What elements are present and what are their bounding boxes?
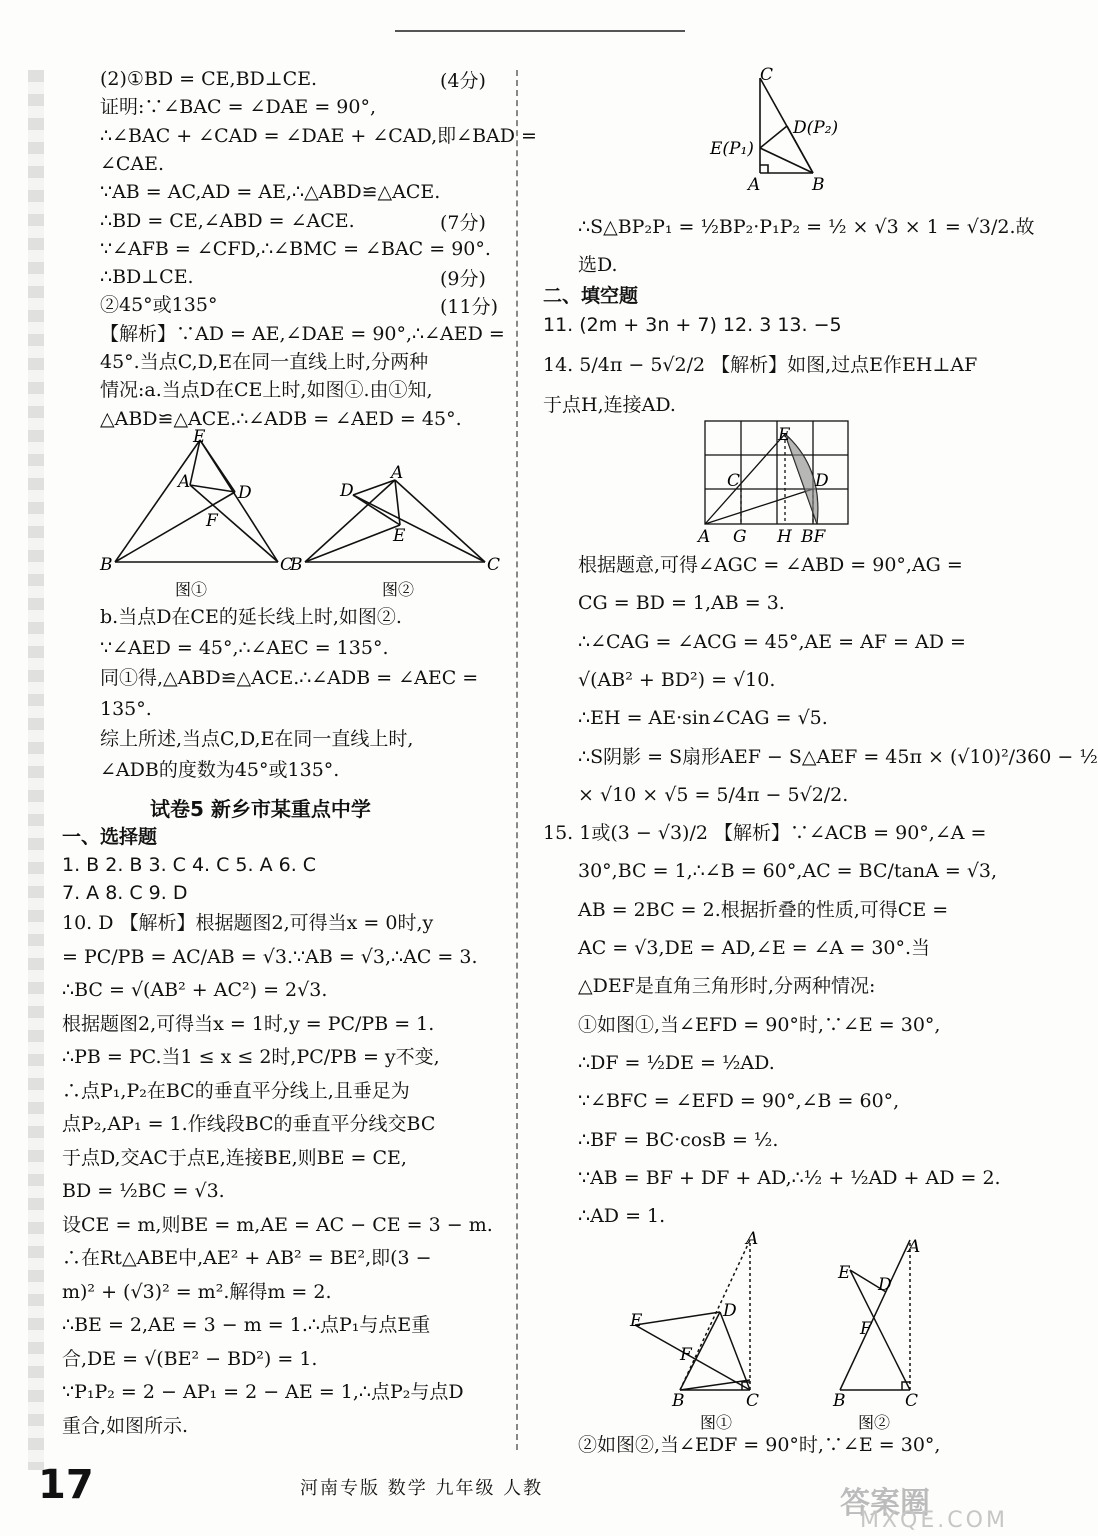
- text-line: BD = ½BC = √3.: [62, 1180, 225, 1202]
- text-line: ∵P₁P₂ = 2 − AP₁ = 2 − AE = 1,∴点P₂与点D: [62, 1381, 464, 1403]
- text-line: (2)①BD = CE,BD⊥CE.: [100, 68, 318, 90]
- svg-text:D: D: [878, 1275, 892, 1295]
- text-line: ∵AB = AC,AD = AE,∴△ABD≌△ACE.: [100, 181, 441, 204]
- svg-text:E: E: [630, 1311, 643, 1331]
- svg-text:E: E: [393, 526, 406, 546]
- svg-text:B: B: [672, 1391, 685, 1411]
- text-line: ①如图①,当∠EFD = 90°时,∵∠E = 30°,: [578, 1013, 941, 1036]
- fill-answers: 11. (2m + 3n + 7) 12. 3 13. −5: [543, 314, 842, 336]
- text-line: ∵∠AED = 45°,∴∠AEC = 135°.: [100, 636, 389, 659]
- text-line: ∴DF = ½DE = ½AD.: [578, 1051, 775, 1074]
- text-line: 45°.当点C,D,E在同一直线上时,分两种: [100, 351, 429, 373]
- text-line: = PC/PB = AC/AB = √3.∵AB = √3,∴AC = 3.: [62, 945, 478, 968]
- text-line: ∴EH = AE·sin∠CAG = √5.: [578, 707, 828, 730]
- fig-caption-1: 图①: [175, 580, 208, 599]
- watermark-logo: 答案圈: [840, 1486, 930, 1521]
- fig-caption-3: 图①: [700, 1413, 733, 1432]
- text-line: 同①得,△ABD≌△ACE.∴∠ADB = ∠AEC =: [100, 667, 479, 689]
- text-line: 于点D,交AC于点E,连接BE,则BE = CE,: [62, 1146, 407, 1169]
- svg-text:C: C: [487, 555, 501, 575]
- right-last-line: ②如图②,当∠EDF = 90°时,∵∠E = 30°,: [578, 1434, 941, 1456]
- watermark-url: MXQE.COM: [860, 1508, 1008, 1533]
- svg-text:F: F: [206, 511, 218, 531]
- svg-text:D: D: [340, 481, 354, 501]
- text-line: 情况:a.当点D在CE上时,如图①.由①知,: [100, 379, 433, 402]
- svg-text:BF: BF: [801, 527, 826, 547]
- text-line: ∴BC = √(AB² + AC²) = 2√3.: [62, 979, 328, 1001]
- mc-answers-2: 7. A 8. C 9. D: [62, 882, 188, 904]
- text-line: 30°,BC = 1,∴∠B = 60°,AC = BC/tanA = √3,: [578, 860, 998, 883]
- text-line: 证明:∵∠BAC = ∠DAE = 90°,: [100, 96, 377, 119]
- svg-text:A: A: [178, 472, 191, 492]
- text-line: × √10 × √5 = 5/4π − 5√2/2.: [578, 783, 849, 806]
- text-line: 10. D 【解析】根据题图2,可得当x = 0时,y: [62, 912, 434, 934]
- text-line: 重合,如图所示.: [62, 1414, 189, 1437]
- text-line: 点P₂,AP₁ = 1.作线段BC的垂直平分线交BC: [62, 1113, 436, 1135]
- text-line: √(AB² + BD²) = √10.: [578, 668, 776, 691]
- text-line: ∴S阴影 = S扇形AEF − S△AEF = 45π × (√10)²/360 − ½: [578, 745, 1098, 768]
- section2-heading: 二、填空题: [543, 285, 639, 307]
- svg-text:A: A: [748, 175, 761, 195]
- svg-text:C: C: [746, 1391, 760, 1411]
- figure-fold-triangles: [620, 1230, 940, 1430]
- text-line: 根据题意,可得∠AGC = ∠ABD = 90°,AG =: [578, 554, 963, 576]
- text-line: AB = 2BC = 2.根据折叠的性质,可得CE =: [578, 898, 949, 921]
- svg-text:B: B: [812, 175, 825, 195]
- text-line: ∴AD = 1.: [578, 1205, 666, 1228]
- top-decoration: [395, 30, 685, 44]
- footer-text: 河南专版 数学 九年级 人教: [300, 1478, 544, 1499]
- svg-text:A: A: [391, 463, 404, 483]
- svg-text:E: E: [193, 427, 206, 447]
- fig-caption-2: 图②: [382, 580, 415, 599]
- text-line: 根据题图2,可得当x = 1时,y = PC/PB = 1.: [62, 1012, 435, 1035]
- svg-text:A: A: [746, 1229, 759, 1249]
- text-line: m)² + (√3)² = m².解得m = 2.: [62, 1280, 332, 1303]
- text-line: ∴∠BAC + ∠CAD = ∠DAE + ∠CAD,即∠BAD =: [100, 124, 537, 147]
- text-line: 14. 5/4π − 5√2/2 【解析】如图,过点E作EH⊥AF: [543, 354, 978, 376]
- text-line: ∠CAE.: [100, 152, 165, 175]
- text-line: ∴在Rt△ABE中,AE² + AB² = BE²,即(3 −: [62, 1247, 432, 1269]
- text-line: AC = √3,DE = AD,∠E = ∠A = 30°.当: [578, 937, 931, 959]
- text-line: △DEF是直角三角形时,分两种情况:: [578, 975, 876, 998]
- figure-left-triangles: [95, 427, 505, 605]
- section1-heading: 一、选择题: [62, 826, 158, 848]
- svg-text:C: C: [727, 471, 741, 491]
- text-line: ∵AB = BF + DF + AD,∴½ + ½AD + AD = 2.: [578, 1166, 1001, 1189]
- svg-text:A: A: [698, 527, 711, 547]
- text-line: ∴PB = PC.当1 ≤ x ≤ 2时,PC/PB = y不变,: [62, 1046, 440, 1068]
- text-line: ∵∠AFB = ∠CFD,∴∠BMC = ∠BAC = 90°.: [100, 237, 491, 260]
- svg-text:F: F: [860, 1319, 872, 1339]
- text-line: ∴BE = 2,AE = 3 − m = 1.∴点P₁与点E重: [62, 1314, 431, 1336]
- text-line: b.当点D在CE的延长线上时,如图②.: [100, 606, 402, 628]
- text-line: 合,DE = √(BE² − BD²) = 1.: [62, 1347, 318, 1370]
- svg-text:B: B: [290, 555, 303, 575]
- text-line: 综上所述,当点C,D,E在同一直线上时,: [100, 728, 414, 750]
- svg-text:B: B: [100, 555, 113, 575]
- text-line: ∴点P₁,P₂在BC的垂直平分线上,且垂足为: [62, 1079, 410, 1102]
- svg-text:C: C: [905, 1391, 919, 1411]
- text-line: 135°.: [100, 697, 152, 720]
- text-line: 【解析】∵AD = AE,∠DAE = 90°,∴∠AED =: [100, 322, 505, 345]
- text-line: 设CE = m,则BE = m,AE = AC − CE = 3 − m.: [62, 1213, 493, 1236]
- svg-text:D(P₂): D(P₂): [793, 118, 839, 138]
- text-line: 15. 1或(3 − √3)/2 【解析】∵∠ACB = 90°,∠A =: [543, 822, 987, 845]
- svg-text:B: B: [833, 1391, 846, 1411]
- column-divider: [516, 70, 518, 1450]
- svg-text:A: A: [908, 1237, 921, 1257]
- text-line: ∴BF = BC·cosB = ½.: [578, 1128, 779, 1151]
- svg-text:D: D: [815, 471, 829, 491]
- mc-answers-1: 1. B 2. B 3. C 4. C 5. A 6. C: [62, 854, 317, 876]
- svg-text:D: D: [723, 1301, 737, 1321]
- left-border-decoration: [28, 70, 44, 1470]
- score-mark: (11分): [440, 296, 499, 319]
- figure-right-triangle: [700, 65, 860, 196]
- svg-text:F: F: [680, 1345, 692, 1365]
- score-mark: (4分): [440, 70, 486, 92]
- text-line: ∵∠BFC = ∠EFD = 90°,∠B = 60°,: [578, 1090, 900, 1113]
- svg-text:G: G: [733, 527, 747, 547]
- text-line: ∴BD⊥CE.: [100, 266, 194, 289]
- text-line: ∴BD = CE,∠ABD = ∠ACE.: [100, 209, 355, 232]
- svg-text:E: E: [838, 1263, 851, 1283]
- text-line: ∴S△BP₂P₁ = ½BP₂·P₁P₂ = ½ × √3 × 1 = √3/2.故: [578, 216, 1035, 238]
- svg-text:E(P₁): E(P₁): [710, 139, 754, 159]
- score-mark: (9分): [440, 268, 486, 291]
- text-line: CG = BD = 1,AB = 3.: [578, 592, 785, 615]
- text-line: ∴∠CAG = ∠ACG = 45°,AE = AF = AD =: [578, 630, 966, 653]
- fig-caption-4: 图②: [858, 1413, 891, 1432]
- page-number: 17: [38, 1462, 94, 1508]
- svg-text:E: E: [778, 425, 791, 445]
- score-mark: (7分): [440, 211, 486, 234]
- text-line: ∠ADB的度数为45°或135°.: [100, 758, 340, 781]
- text-line: ②45°或135°: [100, 294, 218, 317]
- svg-text:H: H: [777, 527, 792, 547]
- svg-text:D: D: [238, 483, 252, 503]
- svg-text:C: C: [760, 65, 774, 85]
- svg-text:C: C: [280, 555, 294, 575]
- test5-title: 试卷5 新乡市某重点中学: [150, 797, 371, 821]
- figure-grid-sector: [693, 418, 863, 546]
- text-line: 于点H,连接AD.: [543, 394, 676, 416]
- text-line: 选D.: [578, 254, 618, 276]
- text-line: △ABD≌△ACE.∴∠ADB = ∠AED = 45°.: [100, 407, 462, 430]
